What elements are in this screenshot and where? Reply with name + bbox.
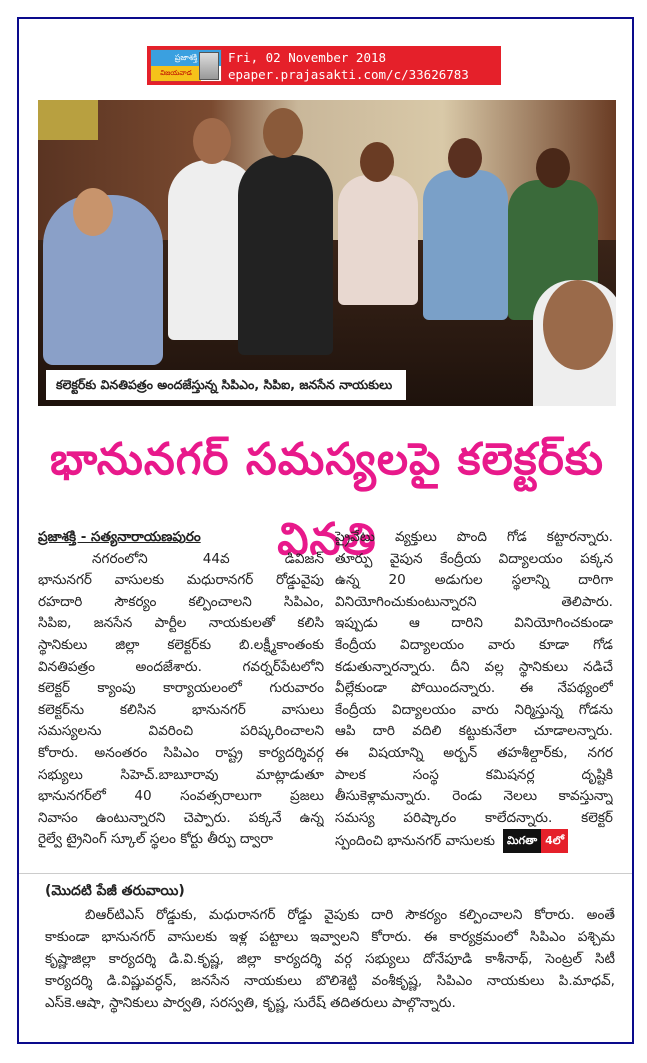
text-line: సిపిఐ, జనసేన పార్టీల నాయకులతో కలిసి bbox=[38, 615, 324, 632]
text-line: రహదారి సౌకర్యం కల్పించాలని సిపిఎం, bbox=[38, 593, 324, 610]
text-line: వీల్లేకుండా పోయిందన్నారు. ఈ నేపథ్యంలో bbox=[335, 680, 613, 697]
divider bbox=[19, 873, 632, 874]
dateline: ప్రజాశక్తి - సత్యనారాయణపురం bbox=[38, 529, 201, 545]
gate-icon bbox=[199, 52, 219, 80]
text-line: తీసుకెళ్లామన్నారు. రెండు నెలలు కావస్తున్నా bbox=[335, 788, 613, 805]
epaper-header bbox=[147, 46, 501, 85]
text-line: స్పందించి భానునగర్ వాసులకు bbox=[335, 833, 496, 850]
text-line: కేంద్రీయ విద్యాలయం వారు నిర్మిస్తున్న గోడను bbox=[335, 701, 613, 718]
headline: భానునగర్ సమస్యలపై కలెక్టర్‌కు వినతి bbox=[49, 434, 605, 565]
text-line: ప్రైవేటు వ్యక్తులు పొంది గోడ కట్టారన్నారు. bbox=[335, 529, 613, 545]
text-line: కార్యదర్శి డి.విష్ణువర్ధన్, జనసేన నాయకులు బొలిశెట్టి వంశీకృష్ణ, సిపిఎం నాయకులు పి.మాధవ్, bbox=[45, 973, 615, 989]
text-line: పాలక సంస్థ కమిషనర్ల దృష్టికి bbox=[335, 766, 613, 783]
text-line: ఈ విషయాన్ని అర్బన్ తహశీల్దార్‌కు, నగర bbox=[335, 744, 613, 761]
continued-page: 4లో bbox=[541, 829, 568, 853]
text-line: నివాసం ఉంటున్నారని చెప్పారు. పక్కనే ఉన్న bbox=[38, 809, 324, 826]
news-photo bbox=[38, 100, 616, 406]
edition-date: Fri, 02 November 2018 bbox=[228, 49, 387, 65]
text-line: సమస్య పరిష్కారం కాలేదన్నారు. కలెక్టర్ bbox=[335, 809, 613, 826]
continuation-section bbox=[45, 880, 615, 1014]
text-line: కాకుండా భానునగర్ వాసులకు ఇళ్ల పట్టాలు ఇవ్వాలని కోరారు. ఈ కార్యక్రమంలో సిపిఎం పశ్చిమ bbox=[45, 929, 615, 945]
text-line: నగరంలోని 44వ డివిజన్ bbox=[92, 550, 324, 567]
text-line: ఆపి దారి వదిలి కట్టుకునేలా చూడాలన్నారు. bbox=[335, 723, 613, 740]
text-line: ఉన్న 20 అడుగుల స్థలాన్ని దారిగా bbox=[335, 572, 613, 589]
continuation-heading: (మొదటి పేజీ తరువాయి) bbox=[45, 883, 185, 899]
text-line: ఎస్‌కె.ఆషా, స్థానికులు పార్వతి, సరస్వతి, కృష్ణ, సురేష్ తదితరులు పాల్గొన్నారు. bbox=[45, 995, 456, 1011]
text-line: స్థానికులు జిల్లా కలెక్టర్‌కు బి.లక్ష్మీకాంతంకు bbox=[38, 636, 324, 653]
continued-on-page-badge bbox=[503, 829, 568, 853]
text-line: రైల్వే ట్రైనింగ్ స్కూల్ స్థలం కోర్టు తీర్పు ద్వారా bbox=[38, 831, 274, 848]
text-line: ఇప్పుడు ఆ దారిని వినియోగించకుండా bbox=[335, 615, 613, 632]
text-line: సభ్యులు సిహెచ్.బాబూరావు మాట్లాడుతూ bbox=[38, 766, 324, 783]
text-line: కృష్ణాజిల్లా కార్యదర్శి డి.వి.కృష్ణ, జిల్లా కార్యదర్శి వర్గ సభ్యులు దోనేపూడి కాశీనాథ్, సెంట్రల్ సిటీ bbox=[45, 951, 615, 967]
text-line: తూర్పు వైపున కేంద్రీయ విద్యాలయం పక్కన bbox=[335, 550, 613, 567]
text-line: కలెక్టర్‌ను కలిసిన భానునగర్ వాసులు bbox=[38, 701, 324, 718]
text-line: భానునగర్ వాసులకు మధురానగర్ రోడ్డువైపు bbox=[38, 572, 324, 589]
text-line: కలెక్టర్ క్యాంపు కార్యాయలంలో గురువారం bbox=[38, 680, 324, 697]
epaper-url[interactable]: epaper.prajasakti.com/c/33626783 bbox=[228, 66, 469, 82]
text-line: భానునగర్‌లో 40 సంవత్సరాలుగా ప్రజలు bbox=[38, 788, 324, 805]
article-column-2 bbox=[335, 527, 613, 853]
text-line: బిఆర్‌టిఎస్ రోడ్డుకు, మధురానగర్ రోడ్డు వైపుకు దారి సౌకర్యం కల్పించాలని కోరారు. అంతే bbox=[85, 907, 615, 923]
continued-label: మిగతా bbox=[503, 829, 541, 853]
article-column-1 bbox=[38, 527, 324, 851]
text-line: సమస్యలను వివరించి పరిష్కరించాలని bbox=[38, 723, 324, 740]
photo-caption: కలెక్టర్‌కు వినతిపత్రం అందజేస్తున్న సిపిఎం, సిపిఐ, జనసేన నాయకులు bbox=[46, 370, 406, 400]
text-line: కడుతున్నారన్నారు. దీని వల్ల స్థానికులు నడిచే bbox=[335, 658, 613, 675]
text-line: వినియోగించుకుంటున్నారని తెలిపారు. bbox=[335, 593, 613, 610]
text-line: కోరారు. అనంతరం సిపిఎం రాష్ట్ర కార్యదర్శివర్గ bbox=[38, 744, 324, 761]
prajasakti-logo: ప్రజాశక్తి విజయవాడ bbox=[150, 49, 222, 82]
text-line: కేంద్రీయ విద్యాలయం వారు కూడా గోడ bbox=[335, 636, 613, 653]
text-line: వినతిపత్రం అందజేశారు. గవర్నర్‌పేటలోని bbox=[38, 658, 324, 675]
